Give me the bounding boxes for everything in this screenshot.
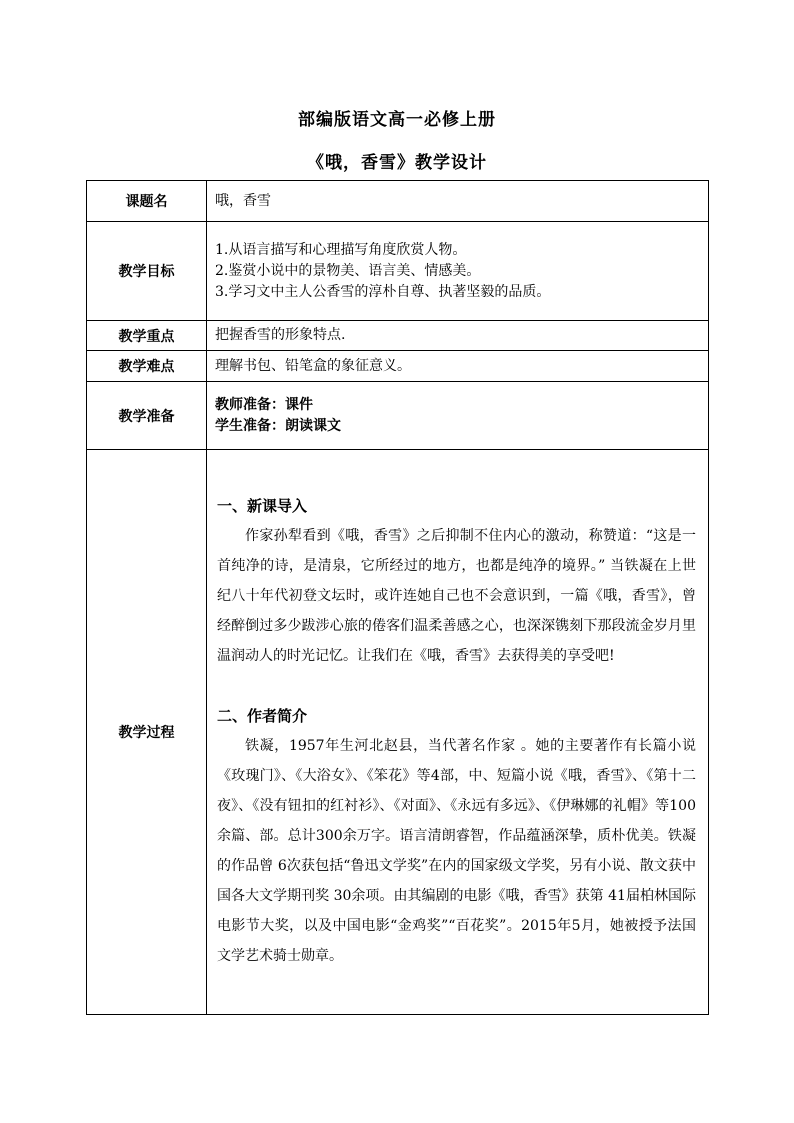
section-text-intro: 作家孙犁看到《哦，香雪》之后抑制不住内心的激动，称赞道：“这是一首纯净的诗，是清泉，它所经过的地方，也都是纯净的境界。” 当铁凝在上世纪八十年代初登文坛时，或许连她自己也不会意识到，一篇《哦，香雪》，曾经醉倒过多少跋涉心旅的倦客们温柔善感之心，也深深镌刻下那段流金岁月里温润动人的时光记忆。让我们在《哦，香雪》去获得美的享受吧!	[217, 528, 696, 664]
spacer	[217, 671, 696, 701]
section-heading-intro: 一、新课导入	[217, 497, 308, 515]
table-row-difficulty	[87, 351, 709, 382]
goal-item-1: 1.从语言描写和心理描写角度欣赏人物。	[215, 241, 467, 258]
table-row-goals	[87, 222, 709, 321]
process-content	[207, 450, 709, 1015]
section-heading-author: 二、作者简介	[217, 707, 308, 725]
goal-item-2: 2.鉴赏小说中的景物美、语言美、情感美。	[215, 262, 481, 279]
table-row-preparation	[87, 382, 709, 450]
student-preparation: 学生准备：朗读课文	[215, 417, 341, 434]
focus-value: 把握香雪的形象特点.	[207, 321, 709, 351]
topic-value: 哦，香雪	[207, 181, 709, 222]
focus-label: 教学重点	[87, 321, 207, 351]
document-subtitle: 《哦，香雪》教学设计	[307, 153, 487, 173]
goals-label: 教学目标	[87, 222, 207, 321]
goals-list	[207, 222, 709, 321]
document-title: 部编版语文高一必修上册	[298, 110, 496, 130]
preparation-values	[207, 382, 709, 450]
lesson-plan-table	[86, 180, 709, 1015]
difficulty-value: 理解书包、铅笔盒的象征意义。	[207, 351, 709, 382]
preparation-label: 教学准备	[87, 382, 207, 450]
goal-item-3: 3.学习文中主人公香雪的淳朴自尊、执著坚毅的品质。	[215, 283, 551, 300]
teacher-preparation: 教师准备：课件	[215, 396, 313, 413]
topic-label: 课题名	[87, 181, 207, 222]
table-row-focus	[87, 321, 709, 351]
table-row-process	[87, 450, 709, 1015]
difficulty-label: 教学难点	[87, 351, 207, 382]
process-label: 教学过程	[87, 450, 207, 1015]
section-text-author: 铁凝，1957年生河北赵县，当代著名作家 。她的主要著作有长篇小说《玫瑰门》、《大浴女》、《笨花》等4部，中、短篇小说《哦，香雪》、《第十二夜》、《没有钮扣的红衬衫》、《对面》、《永远有多远》、《伊琳娜的礼帽》等100余篇、部。总计300余万字。语言清朗睿智，作品蕴涵深挚，质朴优美。铁凝的作品曾 6次获包括“鲁迅文学奖”在内的国家级文学奖，另有小说、散文获中国各大文学期刊奖 30余项。由其编剧的电影《哦，香雪》获第 41届柏林国际电影节大奖，以及中国电影“金鸡奖”“百花奖”。2015年5月，她被授予法国文学艺术骑士勋章。	[217, 738, 696, 964]
table-row-topic	[87, 181, 709, 222]
